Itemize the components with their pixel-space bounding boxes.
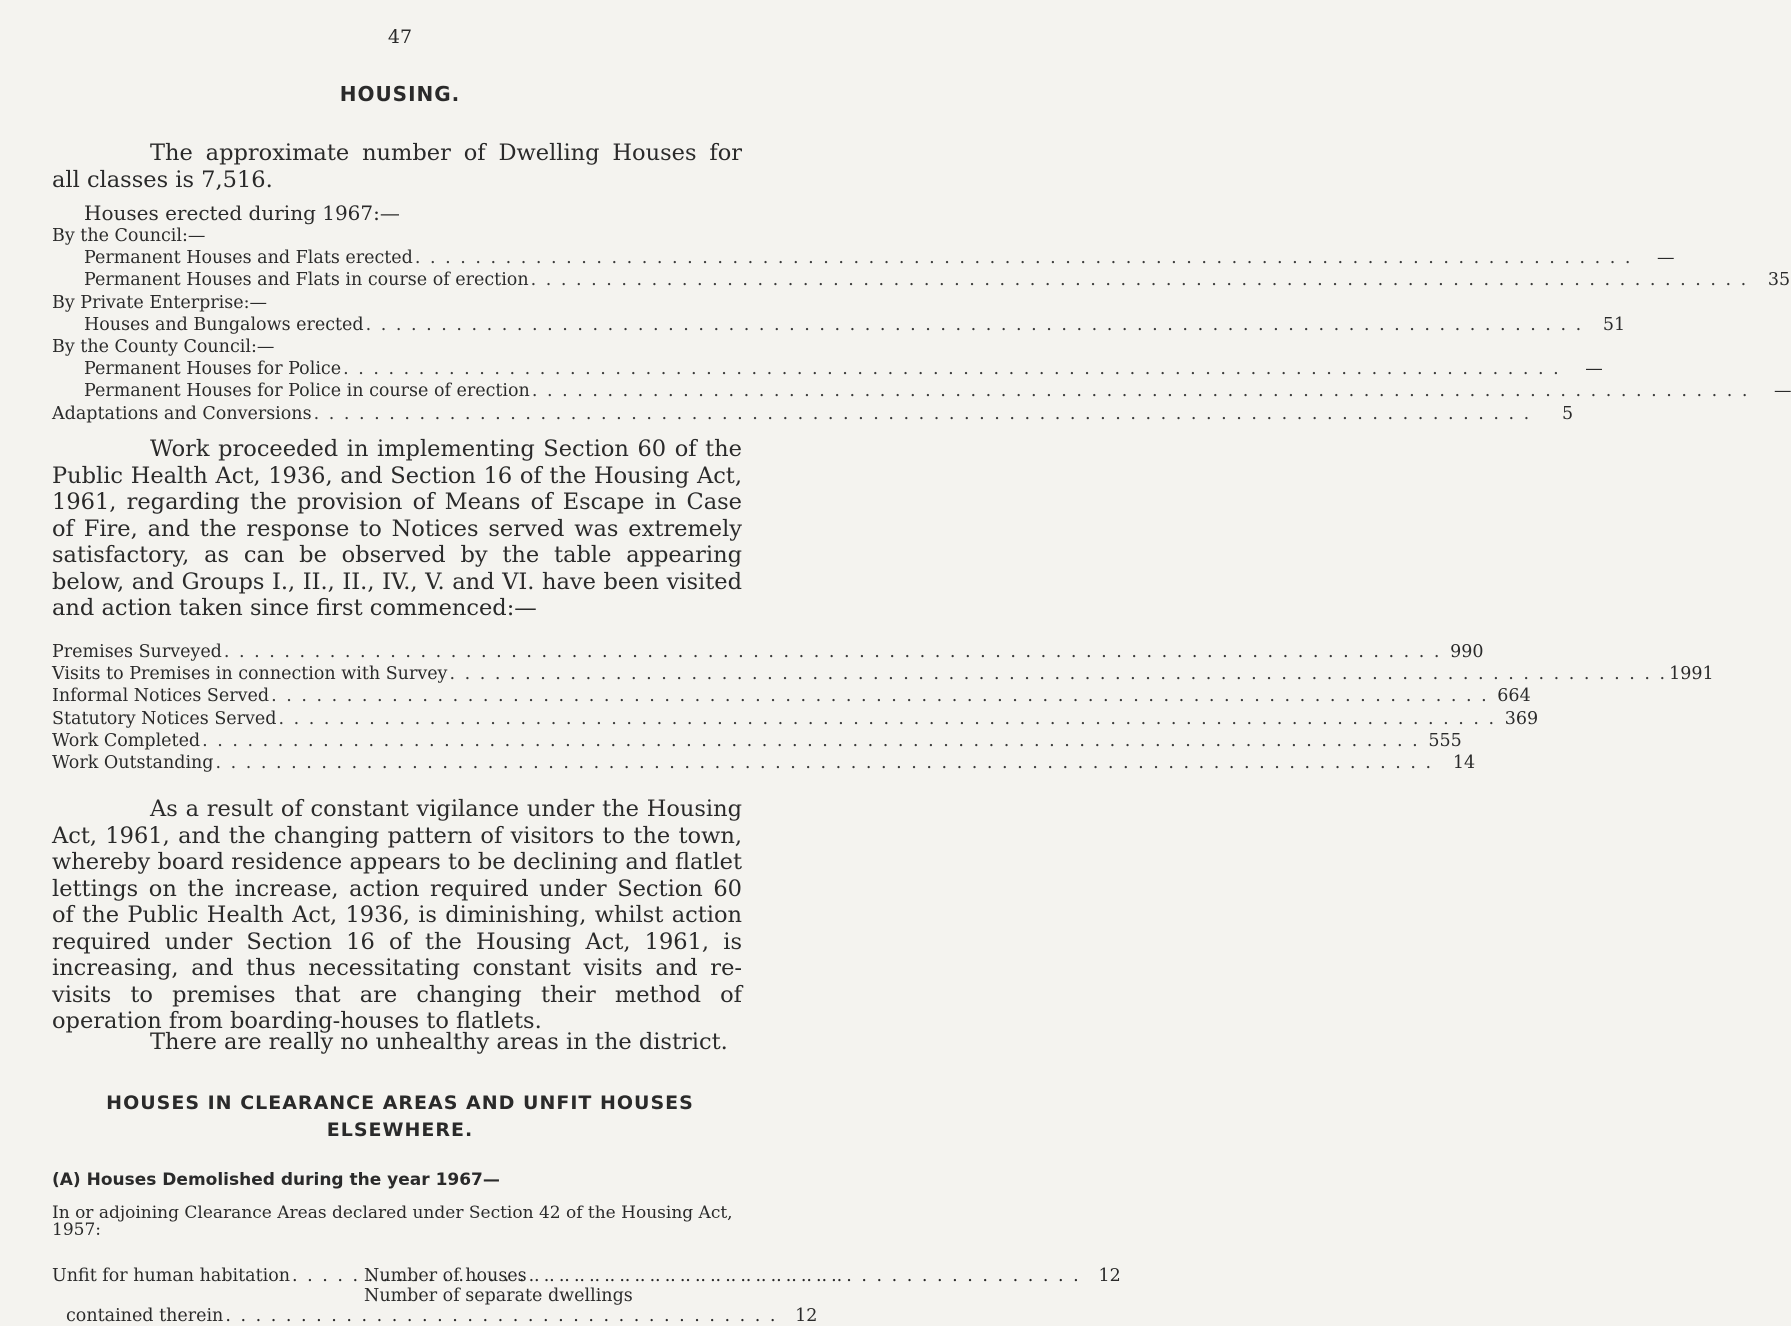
table-row: Work Completed . . . 555 [52,730,742,752]
intro-paragraph: The approximate number of Dwelling Houses for all classes is 7,516. [52,140,742,193]
page-number: 47 [387,26,413,48]
unfit-label: Unfit for human habitation [52,1266,291,1286]
unfit-houses-table [52,1266,1121,1326]
vigilance-paragraph: As a result of constant vigilance under the Housing Act, 1961, and the changing pattern of visitors to the town, whereby board residence appears to be declining and flatlet lettings on the increase, action required under Section 60 of the Public Health Act, 1936, is diminishing, whilst action required under Section 16 of the Housing Act, 1961, is increasing, and thus necessitating constant visits and re-visits to premises that are changing their method of operation from boarding-houses to flatlets. [52,796,742,1034]
table-row: contained therein . . . 12 [52,1306,742,1326]
table-row: Visits to Premises in connection with Survey . . . 1991 [52,663,742,685]
page-title: HOUSING. [339,82,461,106]
survey-table [52,641,1714,774]
table-row: Work Outstanding . . . 14 [52,752,742,774]
demolished-heading: (A) Houses Demolished during the year 1967— [52,1170,500,1190]
table-row: Unfit for human habitation . . . Number of houses . . . 12 [52,1266,742,1286]
list-item: Permanent Houses for Police in course of erection . . . — [52,380,742,402]
list-item: By Private Enterprise:— [52,292,268,313]
unhealthy-paragraph: There are really no unhealthy areas in the district. [150,1029,728,1055]
table-row: Premises Surveyed . . . 990 [52,641,742,663]
work-paragraph: Work proceeded in implementing Section 60 of the Public Health Act, 1936, and Section 16 of the Housing Act, 1961, regarding the provision of Means of Escape in Case of Fire, and the response to Notices served was extremely satisfactory, as can be observed by the table appearing below, and Groups I., II., II., IV., V. and VI. have been visited and action taken since first commenced:— [52,436,742,621]
list-item: Adaptations and Conversions . . . 5 [52,403,742,425]
list-item: Permanent Houses and Flats in course of erection . . . 35 [52,269,742,291]
list-item: By the County Council:— [52,337,275,358]
table-row: Number of separate dwellings [364,1286,633,1306]
list-item: Houses and Bungalows erected . . . 51 [52,314,742,336]
houses-erected-list [52,201,1791,425]
houses-erected-title: Houses erected during 1967:— [84,201,400,225]
list-item: By the Council:— [52,226,206,246]
table-row: Statutory Notices Served . . . 369 [52,708,742,730]
list-item: Permanent Houses and Flats erected . . . — [52,247,742,269]
list-item: Permanent Houses for Police . . . — [52,358,742,380]
clearance-heading-line-2: ELSEWHERE. [326,1119,474,1141]
clearance-heading-line-1: HOUSES IN CLEARANCE AREAS AND UNFIT HOUSES [106,1092,694,1114]
table-row: Informal Notices Served . . . 664 [52,685,742,707]
adjoining-text: In or adjoining Clearance Areas declared under Section 42 of the Housing Act, 1957: [52,1203,733,1240]
